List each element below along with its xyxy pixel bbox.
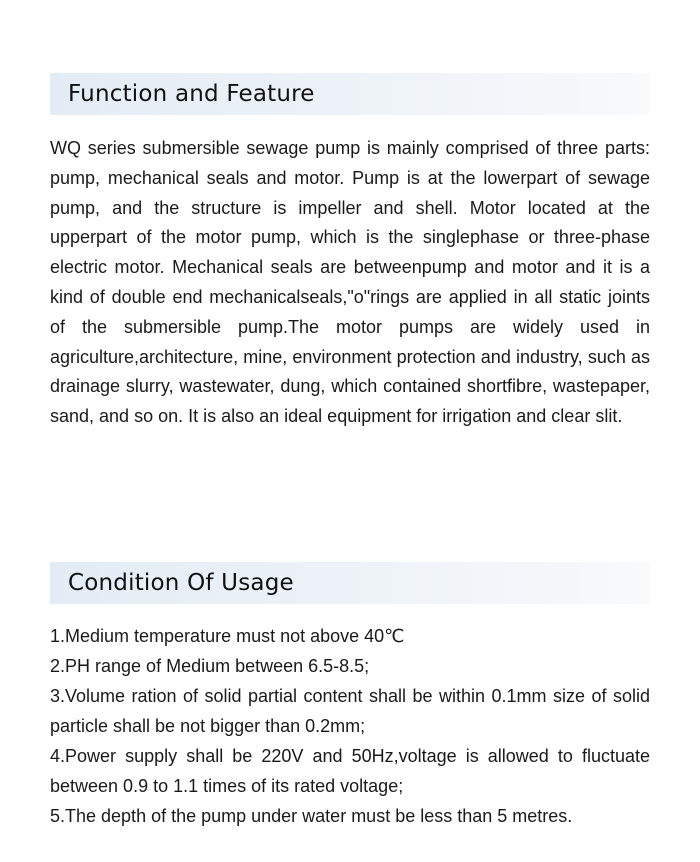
usage-item: 1.Medium temperature must not above 40℃ (50, 626, 405, 646)
condition-usage-header (50, 562, 650, 604)
usage-item: 3.Volume ration of solid partial content shall be within 0.1mm size of solid particle shall be not bigger than 0.2mm; (50, 686, 650, 736)
usage-item: 5.The depth of the pump under water must be less than 5 metres. (50, 806, 573, 826)
function-feature-header (50, 73, 650, 115)
usage-item: 4.Power supply shall be 220V and 50Hz,voltage is allowed to fluctuate between 0.9 to 1.1 times of its rated voltage; (50, 746, 650, 796)
usage-item: 2.PH range of Medium between 6.5-8.5; (50, 656, 370, 676)
function-feature-title: Function and Feature (68, 81, 315, 107)
function-feature-paragraph: WQ series submersible sewage pump is mainly comprised of three parts: pump, mechanical seals and motor. Pump is at the lowerpart of sewage pump, and the structure is impeller and shell. Motor located at the upperpart of the motor pump, which is the singlephase or three-phase electric motor. Mechanical seals are betweenpump and motor and it is a kind of double end mechanicalseals,"o"rings are applied in all static joints of the submersible pump.The motor pumps are widely used in agriculture,architecture, mine, environment protection and industry, such as drainage slurry, wastewater, dung, which contained shortfibre, wastepaper, sand, and so on. It is also an ideal equipment for irrigation and clear slit. (50, 138, 650, 427)
condition-usage-title: Condition Of Usage (68, 570, 294, 596)
condition-usage-list (50, 621, 650, 831)
